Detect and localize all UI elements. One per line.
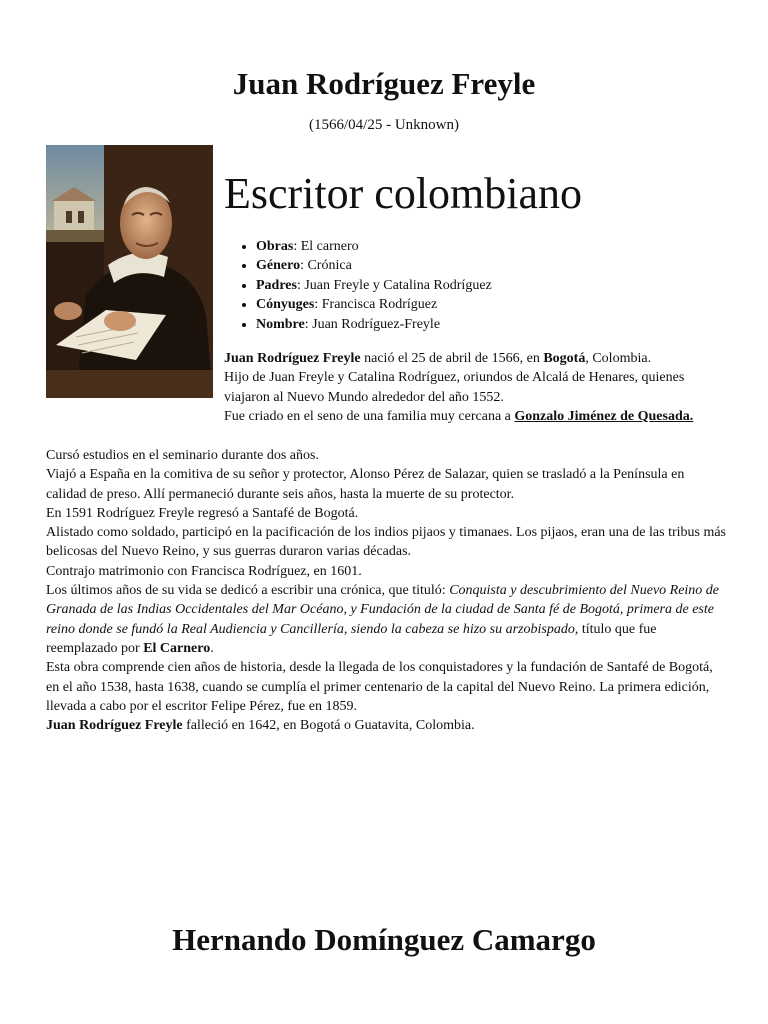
fact-item (256, 256, 492, 275)
bio-paragraph: Cursó estudios en el seminario durante dos años. (46, 448, 319, 463)
fact-value: : El carnero (293, 239, 359, 254)
fact-value: : Crónica (300, 258, 352, 274)
bio-paragraph: Hijo de Juan Freyle y Catalina Rodríguez, oriundos de Alcalá de Henares, quienes viajaron al Nuevo Mundo alrededor del año 1552. (224, 370, 685, 405)
fact-label: Obras (256, 239, 294, 254)
fact-label: Padres (256, 277, 297, 293)
facts-list (230, 237, 492, 334)
bio-text: Fue criado en el seno de una familia muy cercana a (224, 408, 515, 424)
subtitle: Escritor colombiano (224, 169, 583, 218)
bio-paragraph (46, 716, 726, 735)
book-short-title: El Carnero (143, 640, 211, 656)
next-entry-title: Hernando Domínguez Camargo (172, 922, 596, 957)
biography-intro (224, 349, 724, 426)
page-title: Juan Rodríguez Freyle (232, 66, 536, 101)
bio-text: , Colombia. (585, 351, 652, 366)
person-name: Juan Rodríguez Freyle (46, 718, 183, 734)
fact-value: : Juan Rodríguez-Freyle (304, 316, 441, 332)
fact-label: Nombre (256, 316, 305, 332)
fact-label: Género (256, 258, 301, 274)
book-title: Conquista y descubrimiento del Nuevo Reino de Granada de las Indias Occidentales del Mar Océano, y Fundación de la ciudad de Santa fé de Bogotá, primera de este reino donde se fundó la Real Audiencia y Cancillería, siendo la cabeza se hizo su arzobispado (46, 583, 720, 637)
bio-paragraph (224, 349, 724, 368)
fact-item (256, 237, 492, 256)
bio-paragraph: Viajó a España en la comitiva de su señor y protector, Alonso Pérez de Salazar, quien se trasladó a la Península en calidad de preso. Allí permaneció durante seis años, hasta la muerte de su protector. (46, 467, 685, 502)
fact-value: : Francisca Rodríguez (314, 297, 438, 313)
fact-label: Cónyuges (256, 297, 315, 313)
bio-text: falleció en 1642, en Bogotá o Guatavita, Colombia. (182, 718, 475, 734)
life-dates: (1566/04/25 - Unknown) (309, 117, 459, 133)
bio-paragraph: En 1591 Rodríguez Freyle regresó a Santafé de Bogotá. (46, 505, 359, 521)
bio-text: nació el 25 de abril de 1566, en (360, 351, 544, 366)
bio-text: Los últimos años de su vida se dedicó a escribir una crónica, que tituló: (46, 583, 450, 599)
bio-text: , título que fue reemplazado por (46, 621, 657, 656)
biography-body (46, 446, 726, 735)
bio-paragraph (224, 407, 724, 426)
fact-item (256, 276, 492, 295)
bio-paragraph: Alistado como soldado, participó en la pacificación de los indios pijaos y timanaes. Los pijaos, eran una de las tribus más belicosas del Nuevo Reino, y sus guerras duraron varias décadas. (46, 525, 727, 560)
fact-value: : Juan Freyle y Catalina Rodríguez (296, 277, 492, 293)
fact-item (256, 295, 492, 314)
gonzalo-jimenez-link[interactable]: Gonzalo Jiménez de Quesada. (514, 408, 694, 424)
portrait-image (46, 145, 213, 398)
fact-item (256, 315, 492, 334)
bio-paragraph (46, 581, 726, 658)
city-name: Bogotá (543, 351, 586, 366)
bio-paragraph: Contrajo matrimonio con Francisca Rodríguez, en 1601. (46, 563, 362, 579)
bio-text: . (210, 640, 214, 656)
bio-paragraph: Esta obra comprende cien años de historia, desde la llegada de los conquistadores y la fundación de Santafé de Bogotá, en el año 1538, hasta 1638, cuando se cumplía el primer centenario de la capital del Nuevo Reino. La primera edición, llevada a cabo por el escritor Felipe Pérez, fue en 1859. (46, 660, 713, 714)
person-name: Juan Rodríguez Freyle (224, 351, 361, 366)
